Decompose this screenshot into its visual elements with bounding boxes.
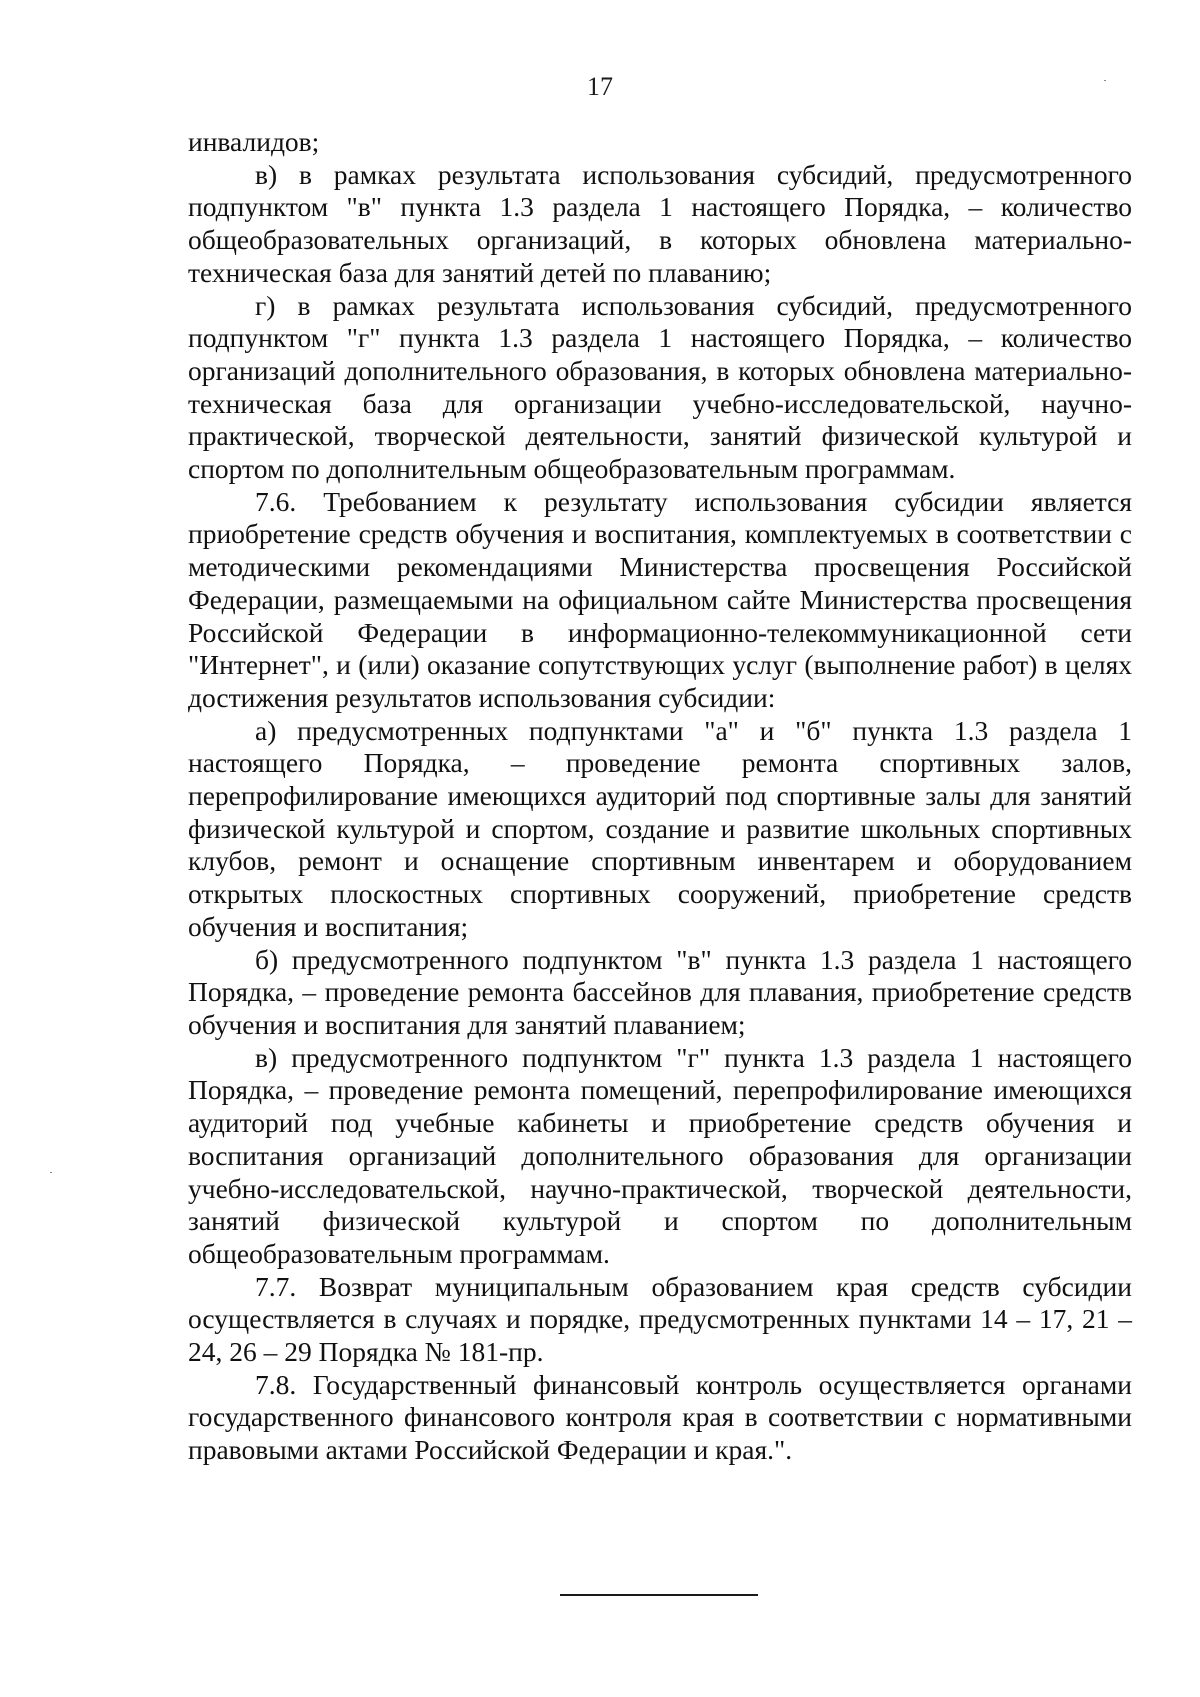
paragraph-7-6-v: в) предусмотренного подпунктом "г" пункта 1.3 раздела 1 настоящего Порядка, – проведение ремонта помещений, перепрофилирование имеющихся аудиторий под учебные кабинеты и приобретение средств обучения и воспитания организаций дополнительного образования для организации учебно-исследовательской, научно-практической, творческой деятельности, занятий физической культурой и спортом по дополнительным общеобразовательным программам. (188, 1041, 1132, 1269)
paragraph-7-7: 7.7. Возврат муниципальным образованием края средств субсидии осуществляется в случаях и порядке, предусмотренных пунктами 14 – 17, 21 – 24, 26 – 29 Порядка № 181-пр. (188, 1270, 1132, 1368)
paragraph-continuation: инвалидов; (188, 126, 320, 157)
paragraph-7-8: 7.8. Государственный финансовый контроль осуществляется органами государственного финансового контроля края в соответствии с нормативными правовыми актами Российской Федерации и края.". (188, 1368, 1132, 1466)
scan-artifact (1104, 80, 1106, 81)
paragraph-item-g: г) в рамках результата использования субсидий, предусмотренного подпунктом "г" пункта 1.3 раздела 1 настоящего Порядка, – количество организаций дополнительного образования, в которых обновлена материально-техническая база для организации учебно-исследовательской, научно-практической, творческой деятельности, занятий физической культурой и спортом по дополнительным общеобразовательным программам. (188, 289, 1132, 485)
end-of-text-rule (560, 1594, 758, 1596)
document-body (188, 126, 1132, 1467)
paragraph-7-6: 7.6. Требованием к результату использования субсидии является приобретение средств обучения и воспитания, комплектуемых в соответствии с методическими рекомендациями Министерства просвещения Российской Федерации, размещаемыми на официальном сайте Министерства просвещения Российской Федерации в информационно-телекоммуникационной сети "Интернет", и (или) оказание сопутствующих услуг (выполнение работ) в целях достижения результатов использования субсидии: (188, 485, 1132, 713)
paragraph-7-6-a: а) предусмотренных подпунктами "а" и "б" пункта 1.3 раздела 1 настоящего Порядка, – проведение ремонта спортивных залов, перепрофилирование имеющихся аудиторий под спортивные залы для занятий физической культурой и спортом, создание и развитие школьных спортивных клубов, ремонт и оснащение спортивным инвентарем и оборудованием открытых плоскостных спортивных сооружений, приобретение средств обучения и воспитания; (188, 714, 1132, 942)
paragraph-item-v: в) в рамках результата использования субсидий, предусмотренного подпунктом "в" пункта 1.3 раздела 1 настоящего Порядка, – количество общеобразовательных организаций, в которых обновлена материально-техническая база для занятий детей по плаванию; (188, 158, 1132, 288)
scan-artifact (50, 1172, 52, 1173)
paragraph-7-6-b: б) предусмотренного подпунктом "в" пункта 1.3 раздела 1 настоящего Порядка, – проведение ремонта бассейнов для плавания, приобретение средств обучения и воспитания для занятий плаванием; (188, 943, 1132, 1040)
page-number: 17 (587, 72, 613, 101)
